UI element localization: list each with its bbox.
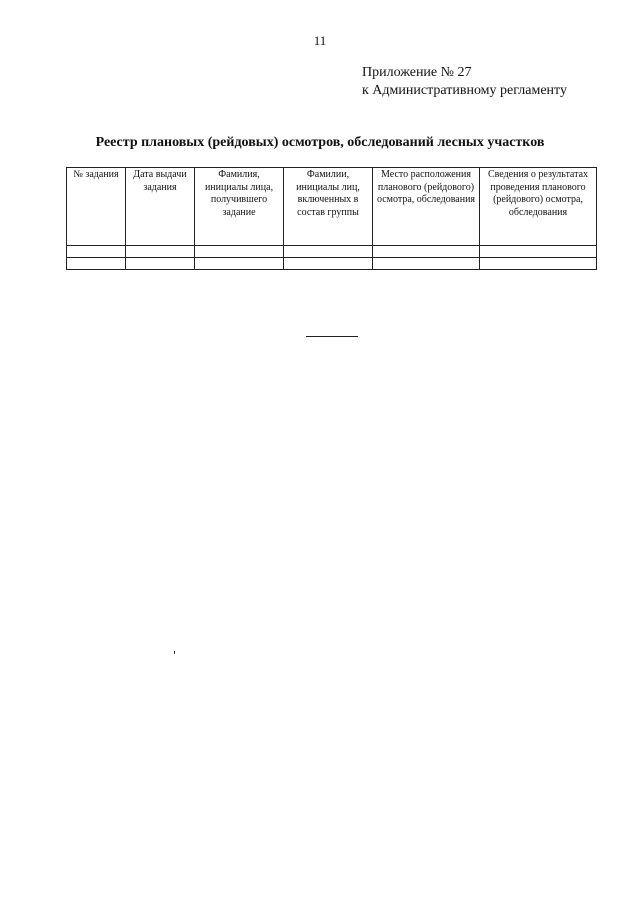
table-cell [126, 246, 195, 258]
table-row [67, 246, 597, 258]
header-inspection-location: Место расположения планового (рейдового) осмотра, обследования [373, 168, 480, 246]
appendix-reference: к Административному регламенту [362, 83, 567, 98]
page-number: 11 [313, 33, 327, 48]
appendix-number: Приложение № 27 [362, 65, 472, 80]
registry-table [66, 167, 597, 270]
table-cell [284, 258, 373, 270]
document-title: Реестр плановых (рейдовых) осмотров, обследований лесных участков [95, 135, 545, 150]
table-cell [195, 258, 284, 270]
table-cell [67, 258, 126, 270]
table-cell [373, 246, 480, 258]
table-cell [67, 246, 126, 258]
table-cell [284, 246, 373, 258]
table-row [67, 258, 597, 270]
header-group-members: Фамилии, инициалы лиц, включенных в состав группы [284, 168, 373, 246]
appendix-block [362, 64, 567, 100]
scan-speck [174, 651, 175, 654]
table-cell [126, 258, 195, 270]
table-cell [480, 258, 597, 270]
header-recipient-name: Фамилия, инициалы лица, получившего задание [195, 168, 284, 246]
end-of-document-rule [306, 336, 358, 337]
table-header-row [67, 168, 597, 246]
table-cell [195, 246, 284, 258]
table-cell [480, 246, 597, 258]
table-cell [373, 258, 480, 270]
header-task-number: № задания [67, 168, 126, 246]
header-issue-date: Дата выдачи задания [126, 168, 195, 246]
header-inspection-results: Сведения о результатах проведения планового (рейдового) осмотра, обследования [480, 168, 597, 246]
